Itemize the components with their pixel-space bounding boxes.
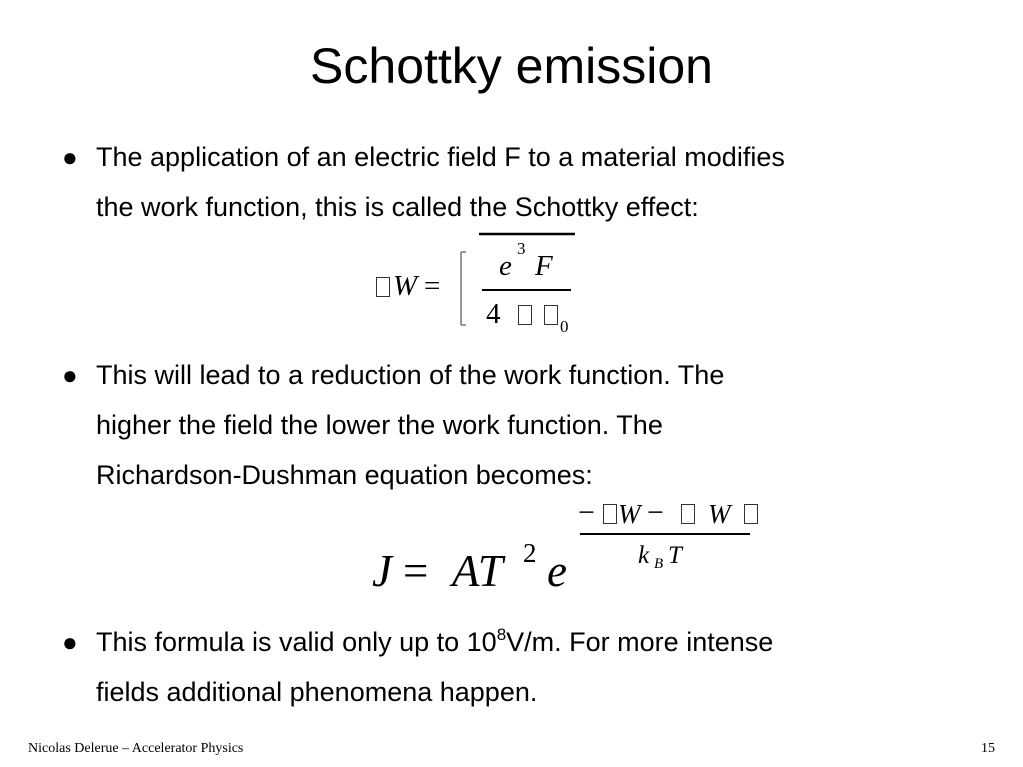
- eq2-j: J: [372, 546, 392, 596]
- eq1-num-f: F: [535, 250, 553, 282]
- eq2-exp-minus-2: −: [647, 496, 664, 529]
- bullet-marker: ●: [62, 142, 78, 172]
- bullet-1-line-1: The application of an electric field F to a material modifies: [96, 142, 785, 172]
- delta-symbol-placeholder: [376, 277, 390, 297]
- eq2-exp-minus-1: −: [578, 496, 595, 529]
- bullet-marker: ●: [62, 360, 78, 390]
- eq2-exp-2: 2: [523, 538, 537, 568]
- epsilon-symbol-placeholder: [544, 305, 558, 325]
- phi-symbol-placeholder: [603, 504, 617, 524]
- eq1-den-4: 4: [486, 298, 501, 330]
- bullet-3-text: [96, 617, 986, 717]
- bullet-1-line-2: the work function, this is called the Schottky effect:: [96, 192, 699, 222]
- paren-symbol-placeholder: [744, 504, 758, 524]
- bullet-3-line-2: fields additional phenomena happen.: [96, 677, 538, 707]
- slide-title: Schottky emission: [310, 38, 713, 94]
- footer-author: Nicolas Delerue – Accelerator Physics: [28, 741, 244, 756]
- eq1-w: W: [393, 270, 418, 302]
- bullet-2-line-1: This will lead to a reduction of the work function. The: [96, 360, 725, 390]
- eq1-den-sub: 0: [560, 317, 569, 336]
- eq2-den-k: k: [638, 542, 650, 569]
- bullet-2-text: [96, 350, 986, 500]
- bullet-1-text: [96, 132, 986, 232]
- eq1-num-exp: 3: [517, 239, 526, 258]
- bullet-3-exponent: 8: [496, 625, 507, 644]
- eq2-den-t: T: [668, 542, 682, 569]
- pi-symbol-placeholder: [518, 305, 532, 325]
- bullet-3-line-1-after: V/m. For more intense: [506, 627, 774, 657]
- delta-symbol-placeholder: [681, 504, 695, 524]
- eq1-fraction-bar: [482, 289, 571, 291]
- bullet-2-line-2: higher the field the lower the work function. The: [96, 410, 663, 440]
- eq2-exp-w2: W: [708, 499, 731, 529]
- eq2-fraction-bar: [580, 533, 750, 535]
- bullet-3-line-1-before: This formula is valid only up to 10: [96, 627, 497, 657]
- bullet-marker: ●: [62, 627, 78, 657]
- footer-page-number: 15: [981, 741, 995, 756]
- eq2-equals: =: [403, 546, 429, 596]
- eq2-exp-w1: W: [618, 499, 641, 529]
- bullet-3-line-1: [96, 617, 986, 667]
- eq1-num-e: e: [499, 250, 512, 282]
- eq1-equals: =: [424, 270, 441, 302]
- eq2-e: e: [547, 546, 567, 596]
- eq2-at: AT: [452, 546, 503, 596]
- eq2-den-b: B: [654, 556, 664, 572]
- bullet-2-line-3: Richardson-Dushman equation becomes:: [96, 460, 593, 490]
